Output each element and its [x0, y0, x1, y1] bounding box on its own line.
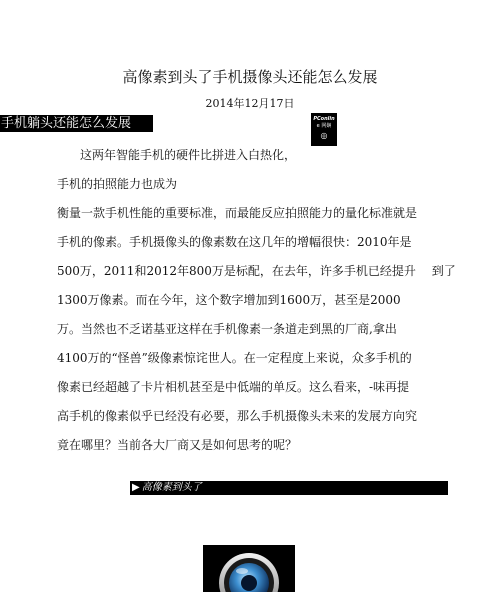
triangle-marker-icon: ▶	[132, 482, 140, 493]
paragraph-line: 500万，2011和2012年800万是标配，在去年，许多手机已经提升 到了	[57, 264, 456, 278]
logo-text-line1: PConlin	[313, 116, 335, 122]
paragraph-line: 万。当然也不乏诺基亚这样在手机像素一条道走到黑的厂商,拿出	[57, 322, 397, 336]
article-title: 高像素到头了手机摄像头还能怎么发展	[122, 68, 378, 86]
camera-lens-photo	[203, 545, 295, 592]
paragraph-line: 1300万像素。而在今年，这个数字增加到1600万，甚至是2000	[57, 293, 401, 307]
pconline-logo	[311, 113, 337, 146]
section-heading-bar	[130, 481, 448, 495]
paragraph-line: 高手机的像素似乎已经没有必要，那么手机摄像头未来的发展方向究	[57, 409, 418, 423]
paragraph-line: 手机的像素。手机摄像头的像素数在这几年的增幅很快：2010年是	[57, 235, 412, 249]
paragraph-line: 竟在哪里？当前各大厂商又是如何思考的呢？	[57, 438, 298, 452]
paragraph-line: 手机的拍照能力也成为	[57, 177, 178, 191]
paragraph-line: 衡量一款手机性能的重要标准，而最能反应拍照能力的量化标准就是	[57, 206, 418, 220]
paragraph-line: 4100万的“怪兽”级像素惊诧世人。在一定程度上来说，众多手机的	[57, 351, 412, 365]
section-heading-text: 高像素到头了	[141, 482, 202, 493]
camera-lens-icon	[203, 545, 295, 592]
paragraph-line: 像素已经超越了卡片相机甚至是中低端的单反。这么看来，-味再提	[57, 380, 410, 394]
article-date: 2014年12月17日	[205, 97, 295, 110]
logo-text-line2: e 网娴	[316, 123, 332, 129]
paragraph-line: 这两年智能手机的硬件比拼进入白热化，	[80, 148, 297, 162]
black-banner-label: 手机躺头还能怎么发展	[0, 115, 153, 132]
logo-mark-icon: ◎	[320, 131, 328, 140]
